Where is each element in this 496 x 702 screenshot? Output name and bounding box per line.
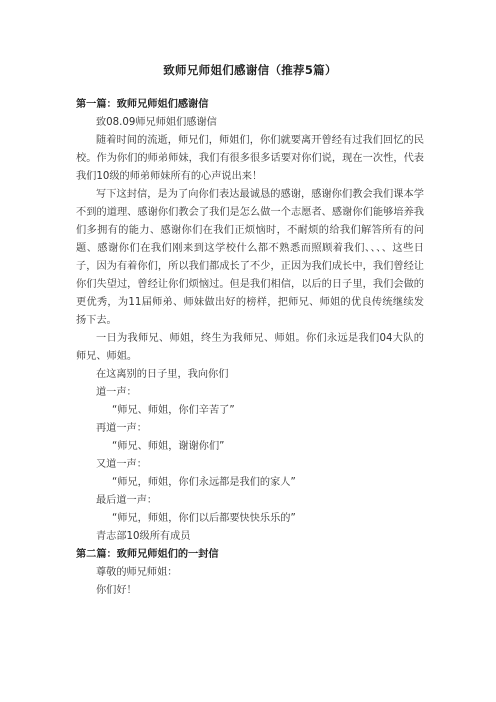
salutation: 尊敬的师兄师姐： bbox=[96, 567, 178, 578]
letter-subtitle: 致08.09师兄师姐们感谢信 bbox=[96, 117, 217, 128]
signature: 青志部10级所有成员 bbox=[96, 531, 191, 542]
say-line-2: 再道一声： bbox=[96, 423, 147, 434]
quote-line-4: “师兄，师姐，你们以后都要快快乐乐的” bbox=[112, 513, 296, 524]
quote-line-2: “师兄、师姐，谢谢你们” bbox=[112, 441, 225, 452]
section-heading-1: 第一篇：致师兄师姐们感谢信 bbox=[76, 99, 209, 110]
quote-line-3: “师兄，师姐，你们永远都是我们的家人” bbox=[112, 477, 296, 488]
paragraph-intro: 随着时间的流逝，师兄们，师姐们，你们就要离开曾经有过我们回忆的民校。作为你们的师弟师妹，我们有很多很多话要对你们说，现在一次性，代表我们10级的师弟师妹所有的心声说出来！ bbox=[76, 135, 424, 182]
document-title: 致师兄师姐们感谢信（推荐5篇） bbox=[163, 63, 337, 77]
greeting: 你们好！ bbox=[96, 585, 137, 596]
section-heading-2: 第二篇：致师兄师姐们的一封信 bbox=[76, 549, 219, 560]
paragraph-thanks: 写下这封信，是为了向你们表达最诚恳的感谢，感谢你们教会我们课本学不到的道理、感谢你们教会了我们是怎么做一个志愿者、感谢你们能够培养我们多拥有的能力、感谢你们在我们正烦恼时，不耐烦的给我们解答所有的问题、感谢你们在我们刚来到这学校什么都不熟悉而照顾着我们、、、、这些日子，因为有着你们，所以我们都成长了不少，正因为我们成长中，我们曾经让你们失望过，曾经让你们烦恼过。但是我们相信，以后的日子里，我们会做的更优秀，为11届师弟、师妹做出好的榜样，把师兄、师姐的优良传统继续发扬下去。 bbox=[76, 189, 424, 326]
paragraph-farewell: 在这离别的日子里，我向你们 bbox=[96, 369, 229, 380]
paragraph-forever: 一日为我师兄、师姐，终生为我师兄、师姐。你们永远是我们04大队的师兄、师姐。 bbox=[76, 333, 424, 362]
say-line-1: 道一声： bbox=[96, 387, 137, 398]
say-line-3: 又道一声： bbox=[96, 459, 147, 470]
quote-line-1: “师兄、师姐，你们辛苦了” bbox=[112, 405, 235, 416]
say-line-4: 最后道一声： bbox=[96, 495, 158, 506]
